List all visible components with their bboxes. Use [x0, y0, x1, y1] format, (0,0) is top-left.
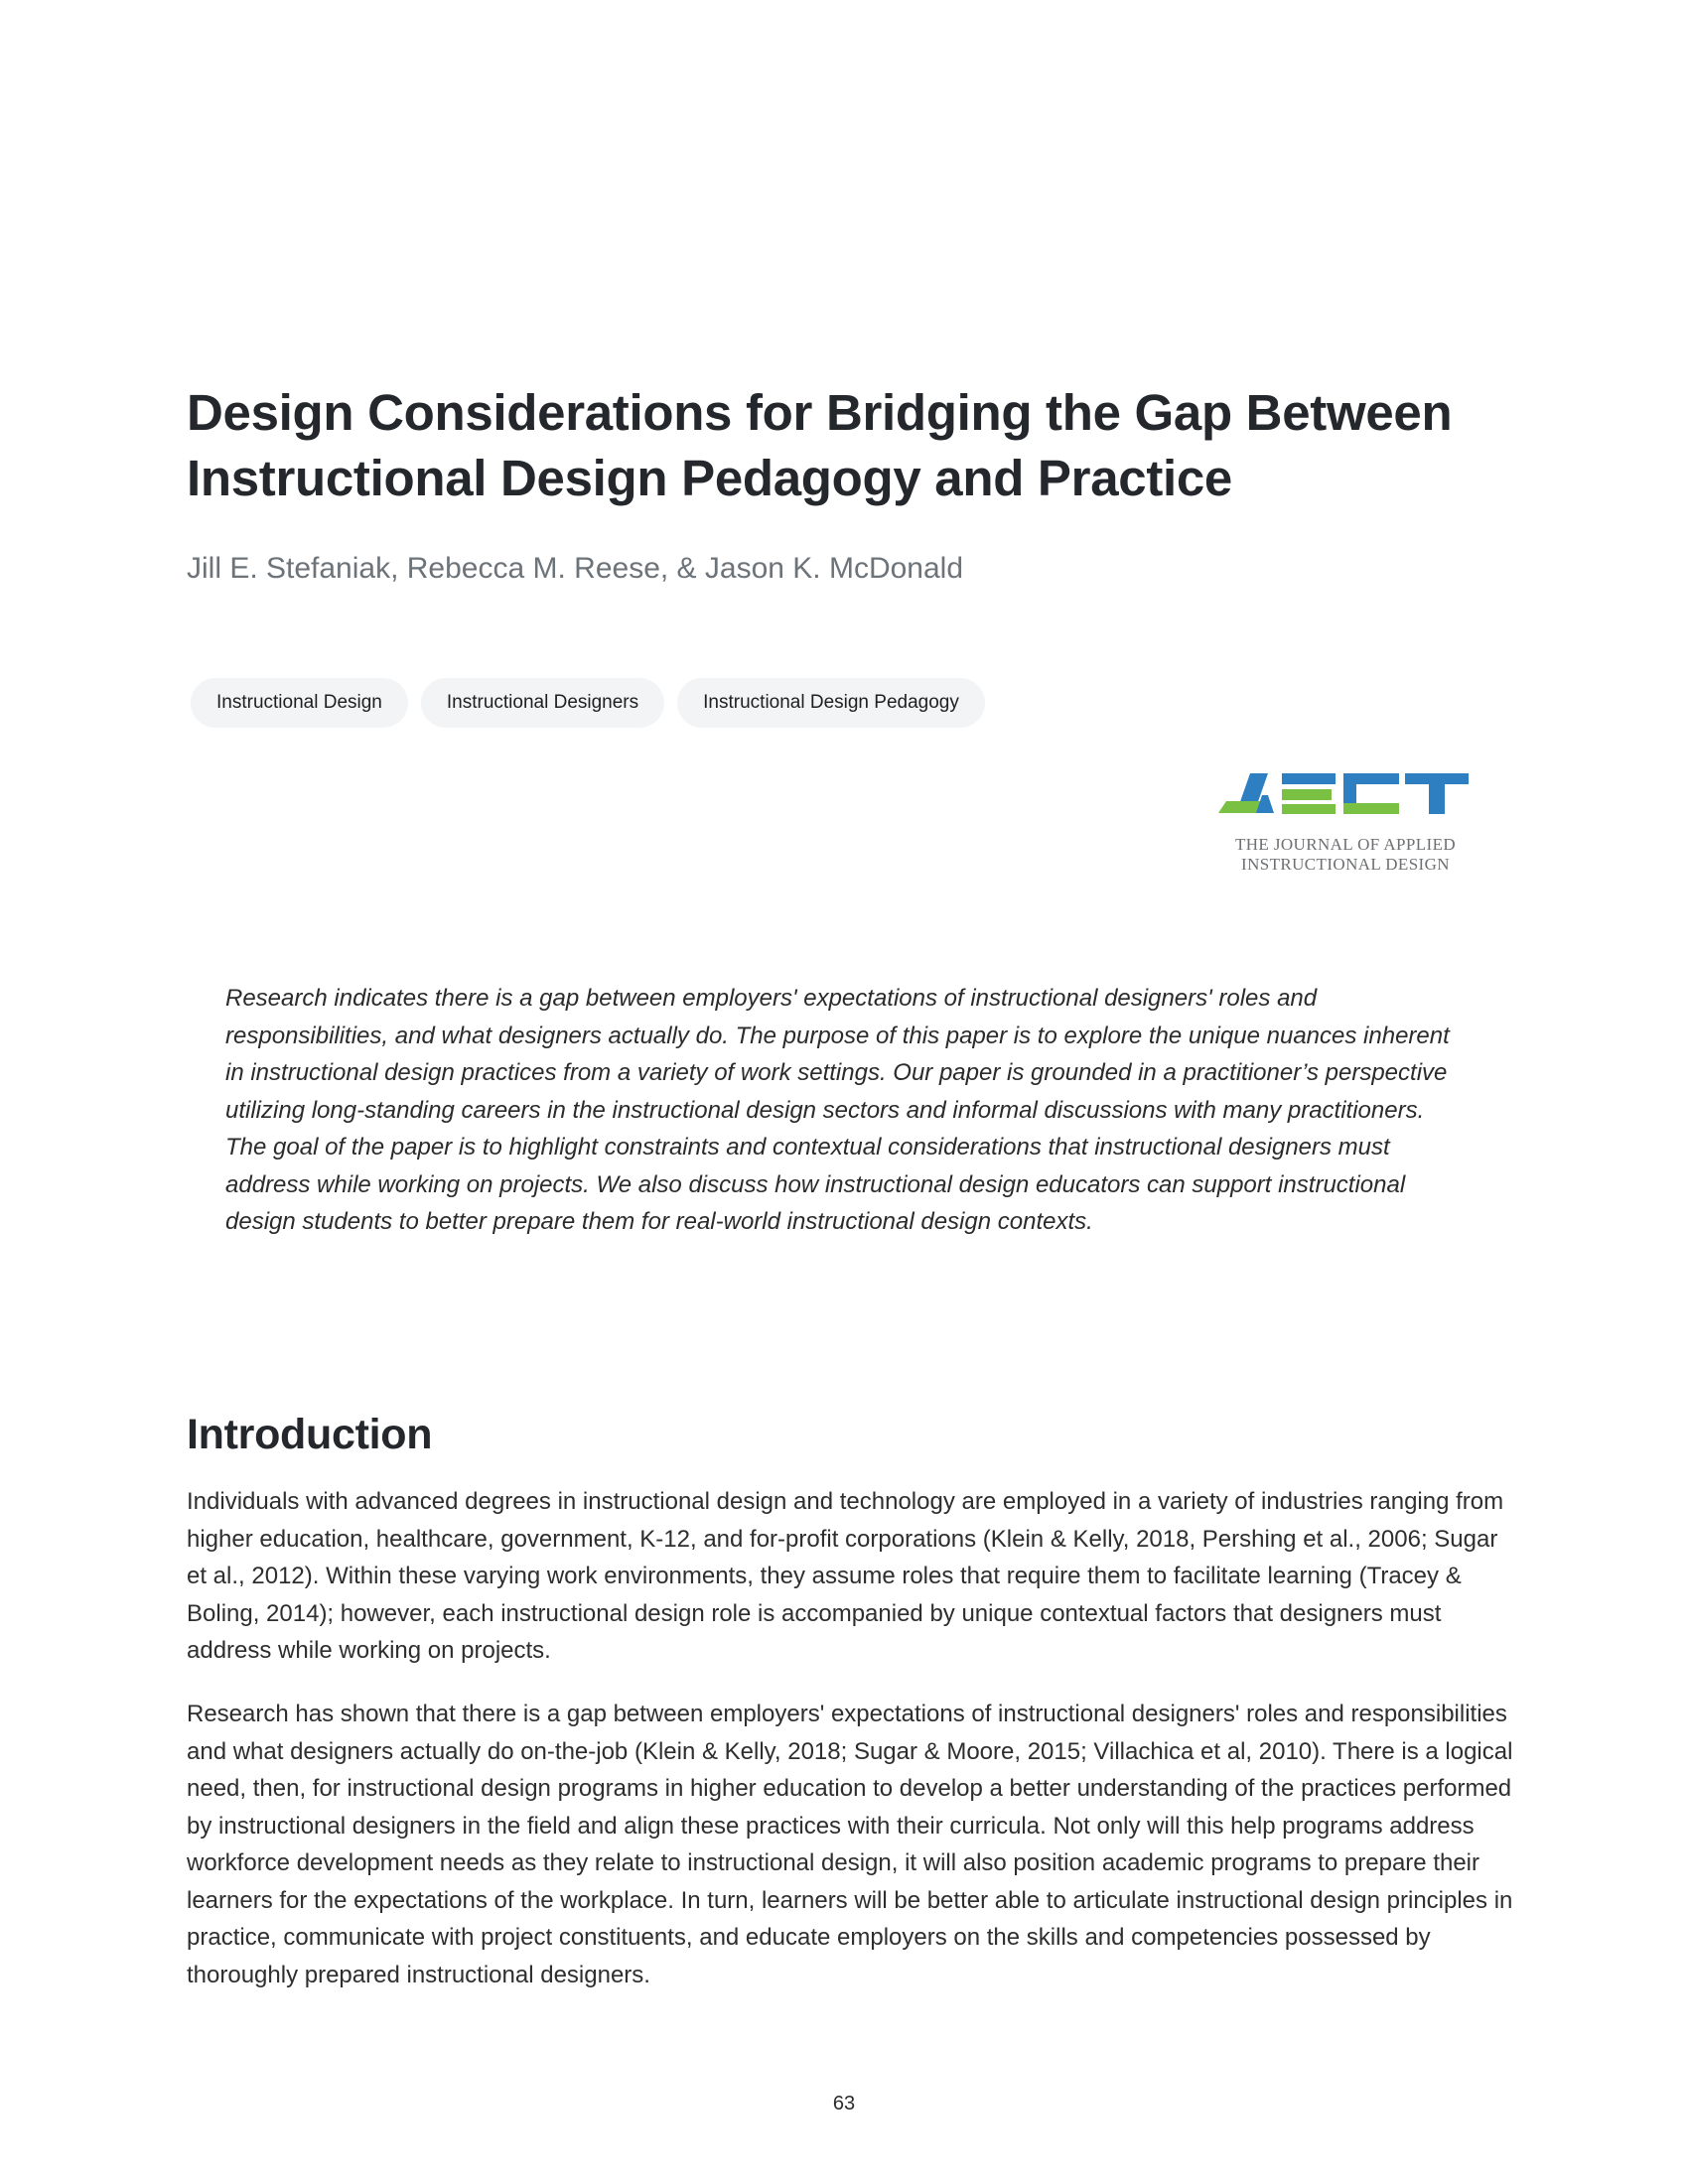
abstract: Research indicates there is a gap between employers' expectations of instructional designers' roles and responsibilities, and what designers actually do. The purpose of this paper is to explore the unique nuances inherent in instructional design practices from a variety of work settings. Our paper is grounded in a practitioner’s perspective utilizing long-standing careers in the instructional design sectors and informal discussions with many practitioners. The goal of the paper is to highlight constraints and contextual considerations that instructional designers must address while working on projects. We also discuss how instructional design educators can support instructional design students to better prepare them for real-world instructional design contexts.	[225, 985, 1450, 1235]
introduction-paragraph-2: Research has shown that there is a gap between employers' expectations of instructional designers' roles and responsibilities and what designers actually do on-the-job (Klein & Kelly, 2018; Sugar & Moore, 2015; Villachica et al, 2010). There is a logical need, then, for instructional design programs in higher education to develop a better understanding of the practices performed by instructional designers in the field and align these practices with their curricula. Not only will this help programs address workforce development needs as they relate to instructional design, it will also position academic programs to prepare their learners for the expectations of the workplace. In turn, learners will be better able to articulate instructional design principles in practice, communicate with project constituents, and educate employers on the skills and competencies possessed by thoroughly prepared instructional designers.	[187, 1701, 1513, 1988]
keyword-tags	[191, 678, 985, 728]
page-number: 63	[832, 2093, 856, 2115]
keyword-tag-instructional-design[interactable]: Instructional Design	[191, 678, 408, 728]
article-authors: Jill E. Stefaniak, Rebecca M. Reese, & Jason K. McDonald	[187, 552, 964, 585]
keyword-tag-instructional-designers[interactable]: Instructional Designers	[421, 678, 664, 728]
article-title: Design Considerations for Bridging the Gap Between Instructional Design Pedagogy and Practice	[187, 384, 1453, 506]
journal-name: THE JOURNAL OF APPLIED INSTRUCTIONAL DESIGN	[1234, 835, 1457, 874]
journal-logo	[1216, 769, 1475, 879]
introduction-heading: Introduction	[187, 1411, 433, 1458]
keyword-tag-instructional-design-pedagogy[interactable]: Instructional Design Pedagogy	[677, 678, 985, 728]
introduction-paragraph-1: Individuals with advanced degrees in instructional design and technology are employed in a variety of industries ranging from higher education, healthcare, government, K-12, and for-profit corporations (Klein & Kelly, 2018, Pershing et al., 2006; Sugar et al., 2012). Within these varying work environments, they assume roles that require them to facilitate learning (Tracey & Boling, 2014); however, each instructional design role is accompanied by unique contextual factors that designers must address while working on projects.	[187, 1488, 1504, 1664]
aect-wordmark-icon	[1216, 769, 1475, 829]
